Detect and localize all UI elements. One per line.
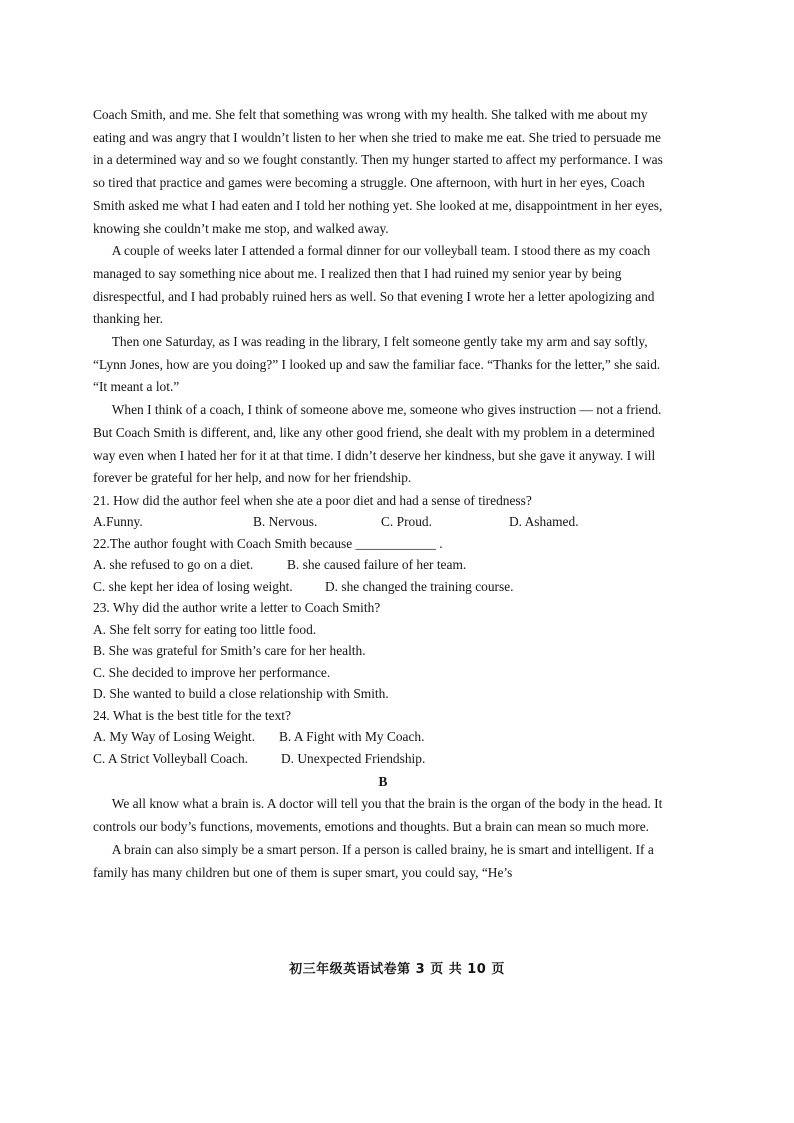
question-stem: 21. How did the author feel when she ate a poor diet and had a sense of tiredness? [93, 492, 532, 508]
option-c: C. Proud. [381, 514, 432, 530]
passage-a-paragraph-1: Coach Smith, and me. She felt that something was wrong with my health. She talked with me about my eating and was angry that I wouldn’t listen to her when she tried to make me eat. She tried to persuade me in a determined way and so we fought constantly. Then my hunger started to affect my performance. I was so tired that practice and games were becoming a struggle. One afternoon, with hurt in her eyes, Coach Smith asked me what I had eaten and I told her nothing yet. She looked at me, disappointment in her eyes, knowing she couldn’t make me stop, and walked away. [93, 107, 663, 236]
page-footer: 初三年级英语试卷第 3 页 共 10 页 [289, 962, 505, 977]
passage-b-paragraph-1: We all know what a brain is. A doctor will tell you that the brain is the organ of the body in the head. It controls our body’s functions, movements, emotions and thoughts. But a brain can mean so much more. [93, 796, 663, 835]
option-row [93, 748, 673, 770]
option-c: C. A Strict Volleyball Coach. [93, 750, 248, 766]
option-c: C. She decided to improve her performance. [93, 664, 331, 680]
question-21 [93, 490, 673, 533]
option-b: B. A Fight with My Coach. [279, 729, 425, 745]
option-row [93, 511, 673, 533]
passage-a [93, 104, 673, 490]
passage-a-paragraph-3: Then one Saturday, as I was reading in the library, I felt someone gently take my arm and say softly, “Lynn Jones, how are you doing?” I looked up and saw the familiar face. “Thanks for the letter,” she said. “It meant a lot.” [93, 334, 661, 395]
option-a: A.Funny. [93, 514, 143, 530]
option-d: D. Unexpected Friendship. [281, 750, 426, 766]
passage-a-paragraph-4: When I think of a coach, I think of someone above me, someone who gives instruction — not a friend. But Coach Smith is different, and, like any other good friend, she dealt with my problem in a determined way even when I hated her for it at that time. I didn’t deserve her kindness, but she gave it anyway. I will forever be grateful for her help, and now for her friendship. [93, 402, 662, 486]
option-row [93, 554, 673, 576]
option-b: B. she caused failure of her team. [287, 557, 467, 573]
question-22 [93, 533, 673, 598]
question-stem: 22.The author fought with Coach Smith because ____________ . [93, 535, 443, 551]
option-a: A. My Way of Losing Weight. [93, 729, 256, 745]
option-d: D. she changed the training course. [325, 578, 514, 594]
option-c: C. she kept her idea of losing weight. [93, 578, 293, 594]
option-row [93, 726, 673, 748]
content-column [93, 104, 673, 884]
passage-b-paragraph-2: A brain can also simply be a smart person. If a person is called brainy, he is smart and intelligent. If a family has many children but one of them is super smart, you could say, “He’s [93, 841, 654, 880]
question-23 [93, 597, 673, 705]
section-heading: B [378, 774, 388, 790]
option-b: B. Nervous. [253, 514, 318, 530]
option-row [93, 576, 673, 598]
passage-b [93, 771, 673, 884]
option-d: D. She wanted to build a close relationship with Smith. [93, 686, 389, 702]
question-stem: 24. What is the best title for the text? [93, 707, 291, 723]
passage-a-paragraph-2: A couple of weeks later I attended a formal dinner for our volleyball team. I stood there as my coach managed to say something nice about me. I realized then that I had ruined my senior year by being disrespectful, and I had probably ruined hers as well. So that evening I wrote her a letter apologizing and thanking her. [93, 243, 655, 327]
option-b: B. She was grateful for Smith’s care for her health. [93, 643, 366, 659]
option-a: A. she refused to go on a diet. [93, 557, 254, 573]
question-stem: 23. Why did the author write a letter to Coach Smith? [93, 600, 381, 616]
option-d: D. Ashamed. [509, 514, 579, 530]
question-24 [93, 705, 673, 770]
option-a: A. She felt sorry for eating too little food. [93, 621, 317, 637]
